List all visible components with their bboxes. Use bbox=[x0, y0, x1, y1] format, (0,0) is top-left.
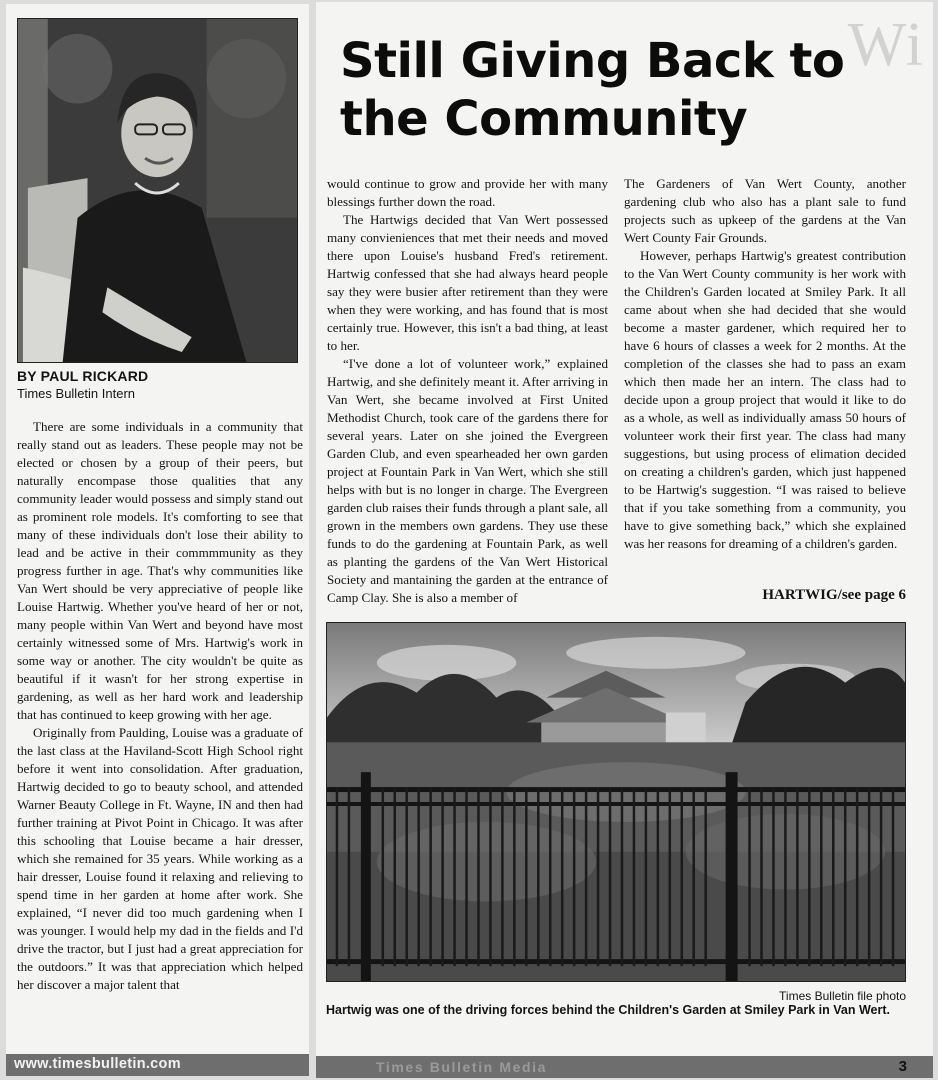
paragraph: However, perhaps Hartwig's greatest contribution to the Van Wert County community is her work with the Children's Garden located at Smiley Park. It all came about when she had decided that she would become a master gardener, which required her to have 6 hours of classes a week for 2 months. At the completion of the classes she had to pass an exam which then made her an intern. The class had to decide upon a group project that would it like to do as a whole, as well as individually amass 50 hours of volunteer work their first year. The class had many suggestions, but using process of elimation decided on creating a children's garden, which just happened to be Hartwig's suggestion. “I was raised to believe that if you take something from a community, you have to give something back,” which she explained was her reasons for dreaming of a children's garden. bbox=[624, 248, 906, 551]
page-number: 3 bbox=[898, 1058, 907, 1075]
article-column-right bbox=[624, 175, 906, 553]
paragraph: Originally from Paulding, Louise was a graduate of the last class at the Haviland-Scott High School right before it went into consolidation. After graduation, Hartwig decided to go to beauty school, and attended Warner Beauty College in Ft. Wayne, IN and then had further training at Pivot Point in Chicago. It was after this schooling that Louise became a hair dresser, which she remained for 35 years. While working as a hair dresser, Louise found it relaxing and relieving to spend time in her garden at home after work. She explained, “I never did too much gardening when I was younger. I would help my dad in the fields and I'd drive the tractor, but I just had a great appreciation for the outdoors.” It was that appreciation which helped her discover a major talent that bbox=[17, 725, 303, 992]
headline: Still Giving Back to the Community bbox=[340, 33, 845, 147]
portrait-illustration bbox=[18, 19, 297, 362]
byline-author: BY PAUL RICKARD bbox=[17, 368, 149, 384]
paragraph: The Gardeners of Van Wert County, another gardening club who also has a plant sale to fund projects such as upkeep of the gardens at the Van Wert County Fair Grounds. bbox=[624, 176, 906, 245]
byline bbox=[17, 368, 302, 401]
byline-role: Times Bulletin Intern bbox=[17, 386, 136, 401]
jump-line: HARTWIG/see page 6 bbox=[762, 587, 906, 603]
photo-credit: Times Bulletin file photo bbox=[779, 989, 906, 1003]
article-column-middle bbox=[327, 175, 608, 607]
left-page bbox=[6, 4, 309, 1076]
footer-bar-right bbox=[316, 1056, 933, 1078]
portrait-photo bbox=[17, 18, 298, 363]
paragraph: “I've done a lot of volunteer work,” explained Hartwig, and she definitely meant it. After arriving in Van Wert, she became involved at First United Methodist Church, took care of the gardens there for several years. Later on she joined the Evergreen Garden Club, and even spearheaded her own garden project at Fountain Park in Van Wert, which she still helps with but is no longer in charge. The Evergreen garden club raises their funds through a plant sale, all grown in the members own gardens. They use these funds to do the gardening at Fountain Park, as well as planting the gardens of the Van Wert Historical Society and mantaining the garden at the entrance of Camp Clay. She is also a member of bbox=[327, 356, 608, 605]
garden-photo bbox=[326, 622, 906, 982]
article-column-left bbox=[17, 418, 303, 994]
footer-brand: Times Bulletin Media bbox=[376, 1059, 547, 1075]
paragraph: There are some individuals in a community that really stand out as leaders. These people may not be elected or chosen by a group of their peers, but naturally encompase those qualities that any community leader would possess and simply stand out as prominent role models. It's comforting to see that many of these individuals don't lose their ability to lead and be active in their commmmunity as they progress further in age. That's why communities like Van Wert should be very appreciative of people like Louise Hartwig. Whether you've heard of her or not, many people within Van Wert and beyond have most certainly witnessed some of Mrs. Hartwig's work in some way or another. The city wouldn't be quite as beautiful if it wasn't for her strong expertise in gardening, as well as her hard work and leadership that has continued to keep growing with her age. bbox=[17, 419, 303, 722]
photo-caption: Hartwig was one of the driving forces behind the Children's Garden at Smiley Park in Van Wert. bbox=[326, 1003, 890, 1017]
right-page bbox=[316, 2, 933, 1078]
paragraph: would continue to grow and provide her with many blessings further down the road. bbox=[327, 176, 608, 209]
paragraph: The Hartwigs decided that Van Wert possessed many convieniences that met their needs and moved there upon Louise's husband Fred's retirement. Hartwig confessed that she had always heard people say they were busier after retirement than they were when they were working, and has found that is most certainly true. However, this isn't a bad thing, at least to her. bbox=[327, 212, 608, 353]
website-url: www.timesbulletin.com bbox=[14, 1056, 181, 1072]
footer-bar-left bbox=[6, 1054, 309, 1076]
garden-illustration bbox=[327, 623, 905, 981]
bleed-through-masthead: Wi bbox=[847, 11, 925, 79]
